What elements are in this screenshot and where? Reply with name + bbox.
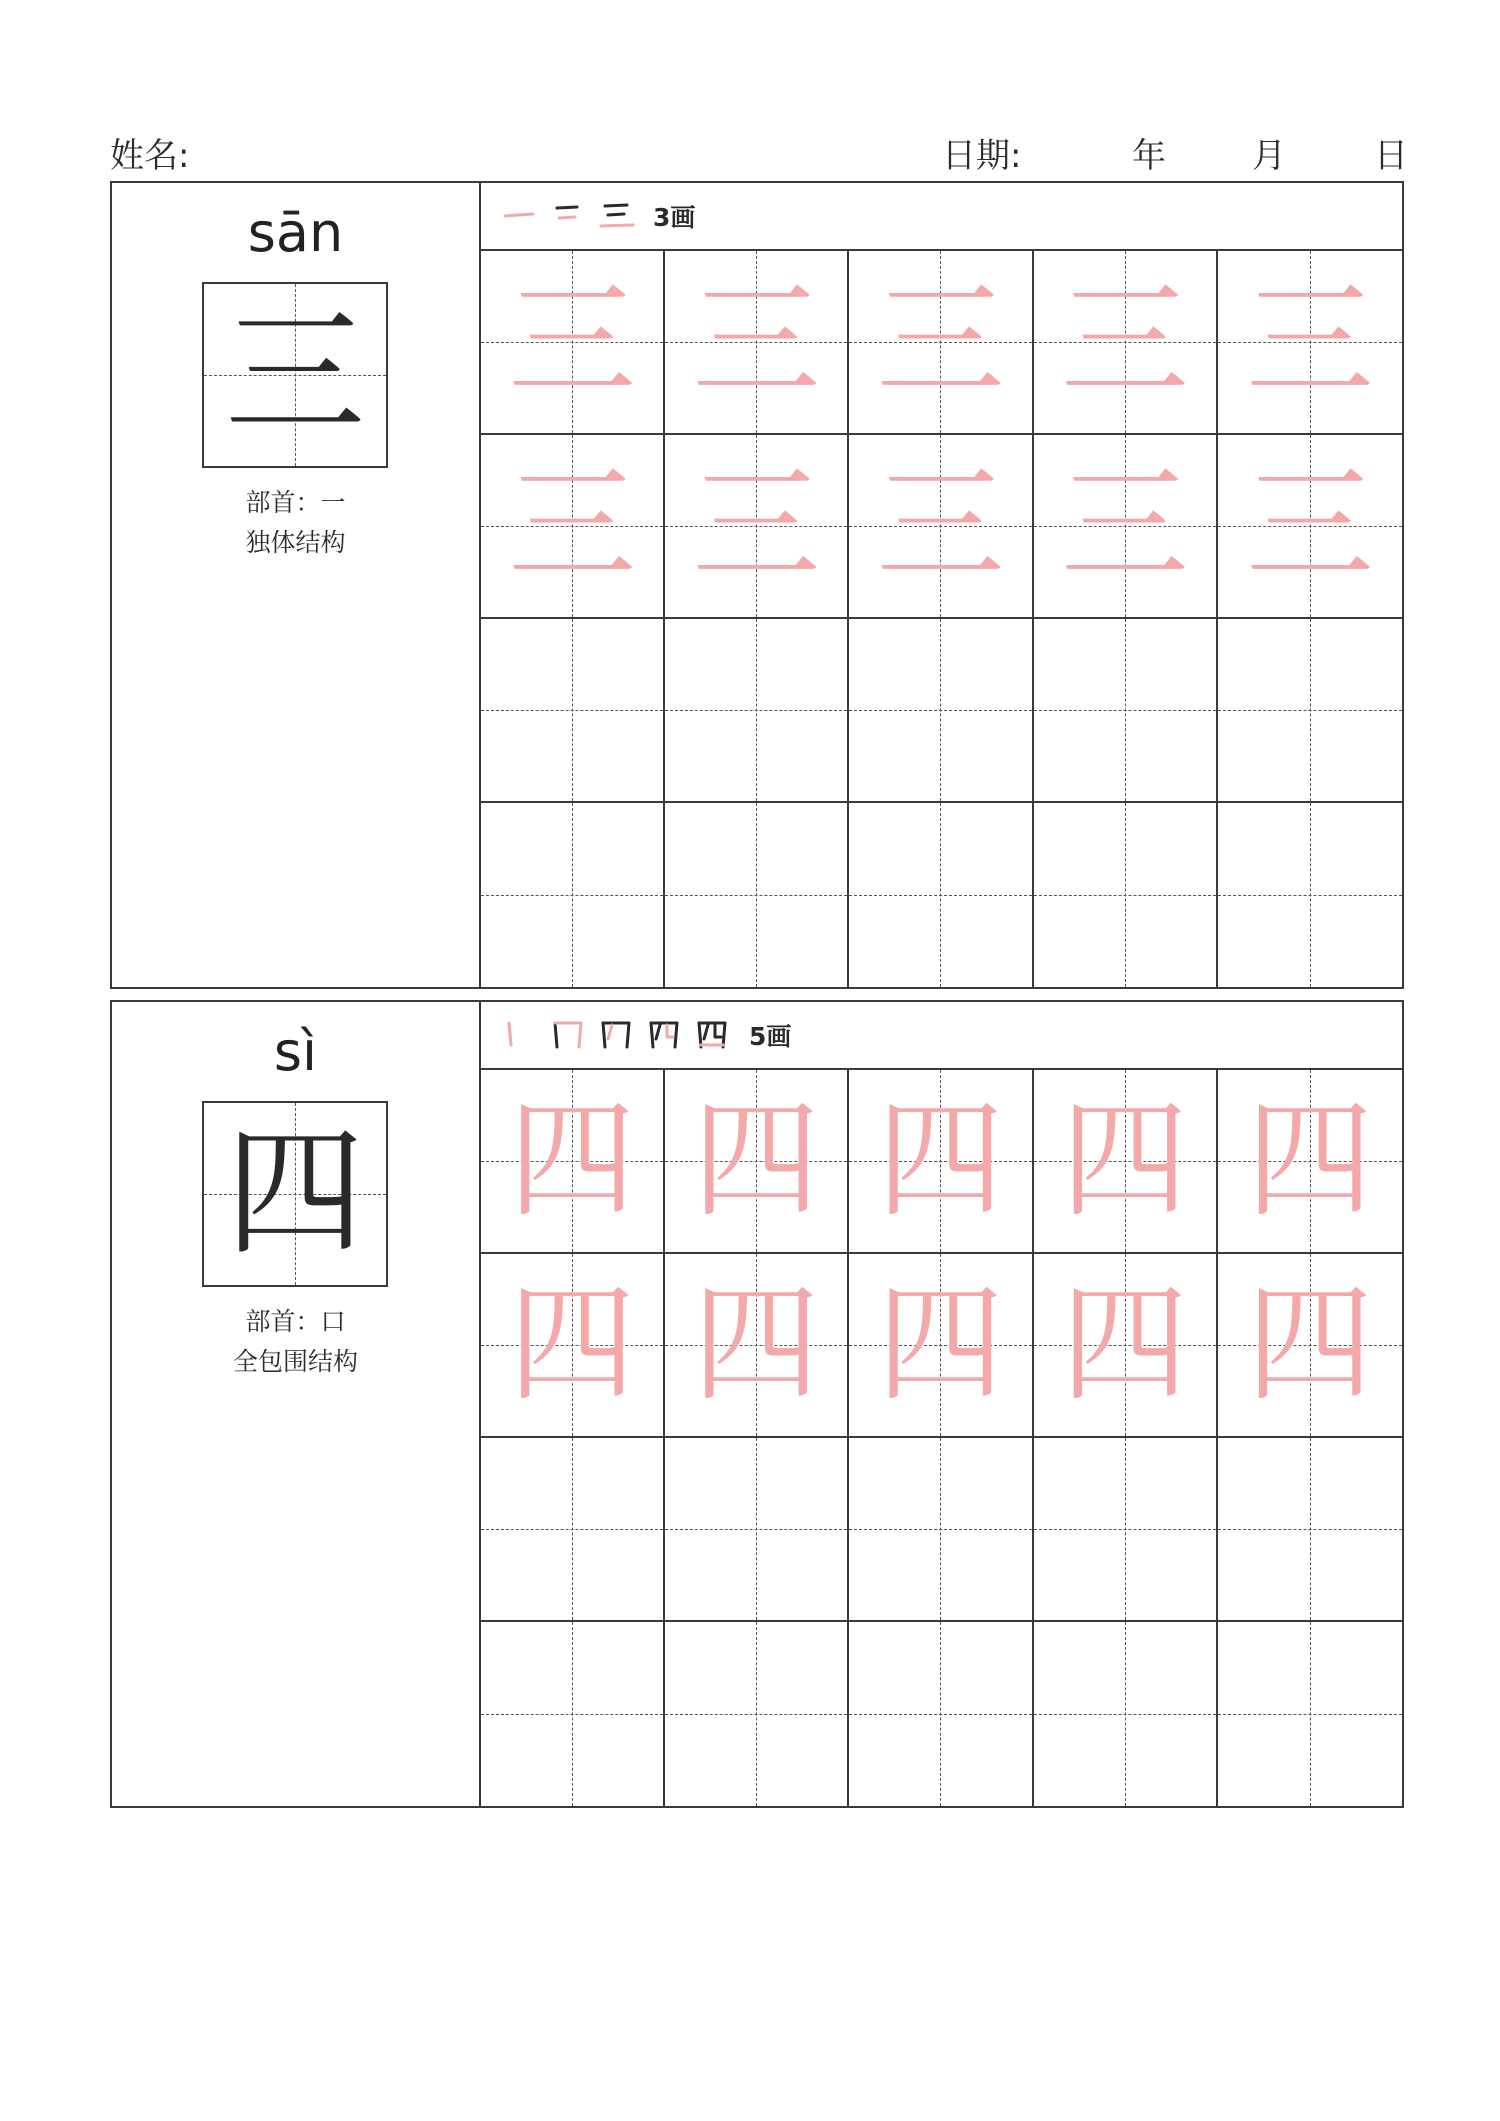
practice-grid: [481, 251, 1402, 987]
practice-cell[interactable]: [481, 1622, 665, 1806]
model-character: 四: [224, 1112, 365, 1275]
stroke-step-5: [691, 1015, 735, 1055]
practice-cell[interactable]: [849, 1254, 1033, 1438]
radical-label: 部首：一: [245, 488, 346, 517]
character-section-san: [110, 181, 1404, 989]
practice-cell[interactable]: [665, 251, 849, 435]
trace-character: 三: [1245, 451, 1374, 600]
trace-character: 三: [876, 267, 1005, 416]
practice-cell[interactable]: [665, 435, 849, 619]
structure-label: 全包围结构: [232, 1347, 358, 1376]
practice-cell[interactable]: [1034, 619, 1218, 803]
stroke-step-3: [595, 196, 639, 236]
day-label: 日: [1374, 136, 1408, 176]
trace-character: 四: [508, 1270, 637, 1419]
practice-cell[interactable]: [665, 1438, 849, 1622]
character-section-si: [110, 1000, 1404, 1808]
stroke-step-1: [499, 196, 543, 236]
trace-character: 三: [1060, 267, 1189, 416]
practice-cell[interactable]: [1218, 1254, 1402, 1438]
practice-cell[interactable]: [1218, 803, 1402, 987]
trace-character: 四: [692, 1270, 821, 1419]
trace-character: 三: [1245, 267, 1374, 416]
practice-cell[interactable]: [849, 1070, 1033, 1254]
stroke-step-4: [643, 1015, 687, 1055]
practice-cell[interactable]: [1034, 1254, 1218, 1438]
trace-character: 四: [876, 1086, 1005, 1235]
practice-cell[interactable]: [1218, 1622, 1402, 1806]
practice-cell[interactable]: [665, 1254, 849, 1438]
practice-cell[interactable]: [665, 803, 849, 987]
stroke-step-2: [547, 196, 591, 236]
practice-cell[interactable]: [849, 251, 1033, 435]
practice-cell[interactable]: [1218, 619, 1402, 803]
trace-character: 四: [508, 1086, 637, 1235]
stroke-order-row: [481, 183, 1402, 251]
stroke-step-1: [499, 1015, 543, 1055]
stroke-order-row: [481, 1002, 1402, 1070]
practice-cell[interactable]: [1034, 803, 1218, 987]
practice-cell[interactable]: [849, 619, 1033, 803]
practice-cell[interactable]: [665, 1622, 849, 1806]
practice-cell[interactable]: [849, 803, 1033, 987]
pinyin: sì: [273, 1020, 318, 1083]
worksheet-header: [110, 128, 1406, 178]
practice-cell[interactable]: [1034, 435, 1218, 619]
model-character: 三: [224, 293, 365, 456]
practice-cell[interactable]: [481, 1438, 665, 1622]
practice-cell[interactable]: [849, 1622, 1033, 1806]
practice-cell[interactable]: [481, 1070, 665, 1254]
trace-character: 四: [1060, 1270, 1189, 1419]
character-info-panel: [112, 1002, 481, 1806]
practice-area: [481, 183, 1402, 987]
practice-area: [481, 1002, 1402, 1806]
practice-cell[interactable]: [481, 251, 665, 435]
trace-character: 三: [692, 267, 821, 416]
model-character-box: [202, 282, 388, 468]
practice-grid: [481, 1070, 1402, 1806]
structure-label: 独体结构: [245, 528, 346, 557]
stroke-count: 5画: [749, 1022, 792, 1051]
practice-cell[interactable]: [1218, 435, 1402, 619]
practice-cell[interactable]: [665, 619, 849, 803]
practice-cell[interactable]: [1218, 1438, 1402, 1622]
trace-character: 三: [876, 451, 1005, 600]
character-info-panel: [112, 183, 481, 987]
practice-cell[interactable]: [1034, 1070, 1218, 1254]
trace-character: 三: [508, 451, 637, 600]
date-label: 日期:: [942, 136, 1022, 176]
trace-character: 三: [1060, 451, 1189, 600]
trace-character: 三: [692, 451, 821, 600]
trace-character: 四: [1245, 1086, 1374, 1235]
practice-cell[interactable]: [1034, 251, 1218, 435]
pinyin: sān: [247, 201, 344, 264]
trace-character: 四: [1060, 1086, 1189, 1235]
trace-character: 四: [692, 1086, 821, 1235]
practice-cell[interactable]: [1218, 251, 1402, 435]
practice-cell[interactable]: [481, 619, 665, 803]
practice-cell[interactable]: [849, 1438, 1033, 1622]
name-label: 姓名:: [110, 136, 190, 176]
year-label: 年: [1132, 136, 1166, 176]
stroke-step-3: [595, 1015, 639, 1055]
trace-character: 四: [876, 1270, 1005, 1419]
stroke-count: 3画: [653, 203, 696, 232]
practice-cell[interactable]: [481, 1254, 665, 1438]
stroke-step-2: [547, 1015, 591, 1055]
practice-cell[interactable]: [481, 803, 665, 987]
trace-character: 三: [508, 267, 637, 416]
trace-character: 四: [1245, 1270, 1374, 1419]
month-label: 月: [1252, 136, 1286, 176]
practice-cell[interactable]: [481, 435, 665, 619]
practice-cell[interactable]: [665, 1070, 849, 1254]
practice-cell[interactable]: [849, 435, 1033, 619]
practice-cell[interactable]: [1034, 1622, 1218, 1806]
practice-cell[interactable]: [1034, 1438, 1218, 1622]
model-character-box: [202, 1101, 388, 1287]
practice-cell[interactable]: [1218, 1070, 1402, 1254]
radical-label: 部首：口: [245, 1307, 346, 1336]
